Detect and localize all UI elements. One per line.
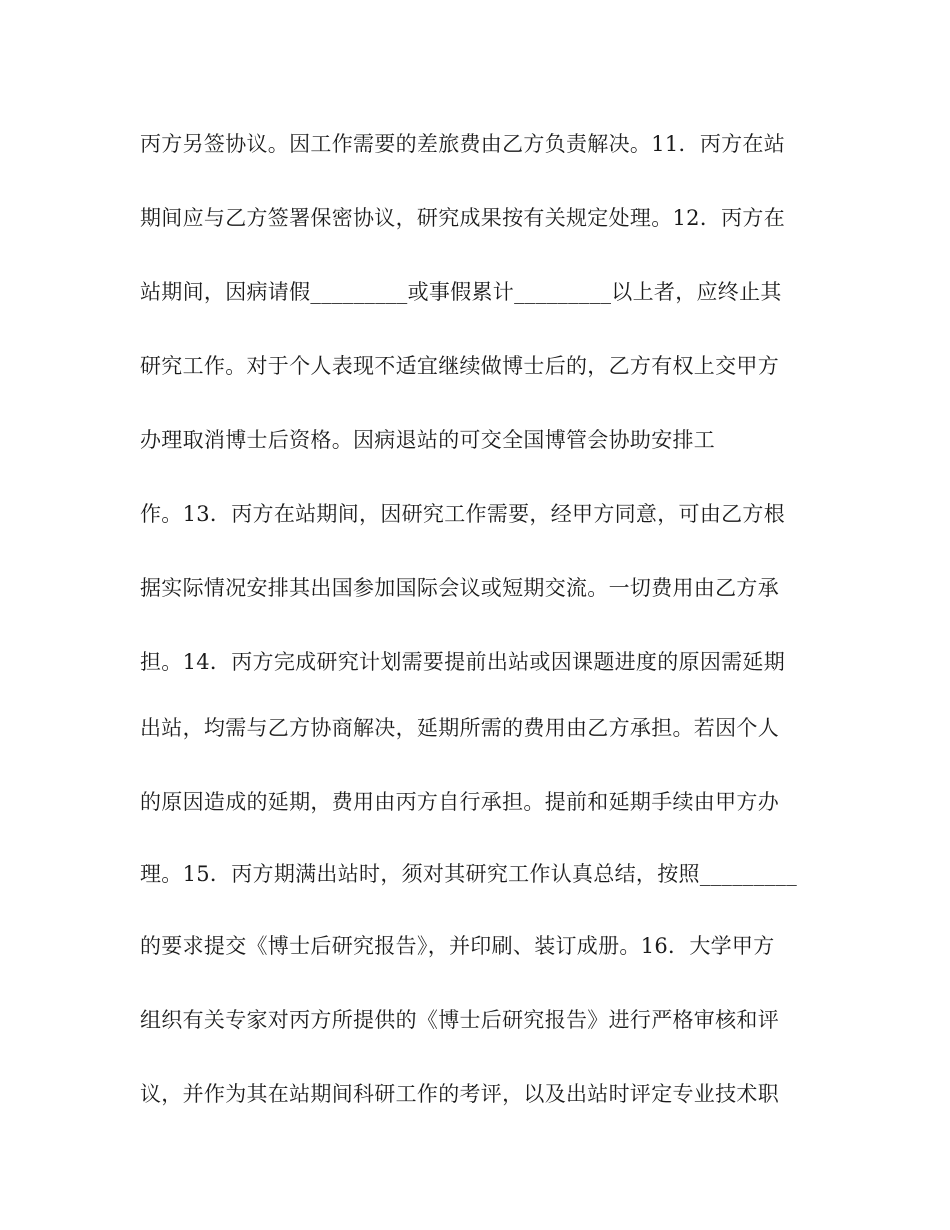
text-line-13: 组织有关专家对丙方所提供的《博士后研究报告》进行严格审核和评 bbox=[140, 1008, 779, 1032]
text-line-6: 作。13．丙方在站期间，因研究工作需要，经甲方同意，可由乙方根 bbox=[140, 502, 786, 526]
text-line-7: 据实际情况安排其出国参加国际会议或短期交流。一切费用由乙方承 bbox=[140, 576, 779, 600]
text-line-4: 研究工作。对于个人表现不适宜继续做博士后的，乙方有权上交甲方 bbox=[140, 354, 779, 378]
text-line-11: 理。15．丙方期满出站时，须对其研究工作认真总结，按照_________ bbox=[140, 862, 798, 886]
text-line-14: 议，并作为其在站期间科研工作的考评，以及出站时评定专业技术职 bbox=[140, 1082, 779, 1106]
text-line-10: 的原因造成的延期，费用由丙方自行承担。提前和延期手续由甲方办 bbox=[140, 790, 779, 814]
text-line-8: 担。14．丙方完成研究计划需要提前出站或因课题进度的原因需延期 bbox=[140, 650, 786, 674]
text-line-5: 办理取消博士后资格。因病退站的可交全国博管会协助安排工 bbox=[140, 428, 716, 452]
text-line-2: 期间应与乙方签署保密协议，研究成果按有关规定处理。12．丙方在 bbox=[140, 206, 786, 230]
text-line-12: 的要求提交《博士后研究报告》，并印刷、装订成册。16．大学甲方 bbox=[140, 934, 775, 958]
text-line-9: 出站，均需与乙方协商解决，延期所需的费用由乙方承担。若因个人 bbox=[140, 716, 779, 740]
text-line-1: 丙方另签协议。因工作需要的差旅费由乙方负责解决。11．丙方在站 bbox=[140, 132, 786, 156]
text-line-3: 站期间，因病请假_________或事假累计_________以上者，应终止其 bbox=[140, 280, 782, 304]
